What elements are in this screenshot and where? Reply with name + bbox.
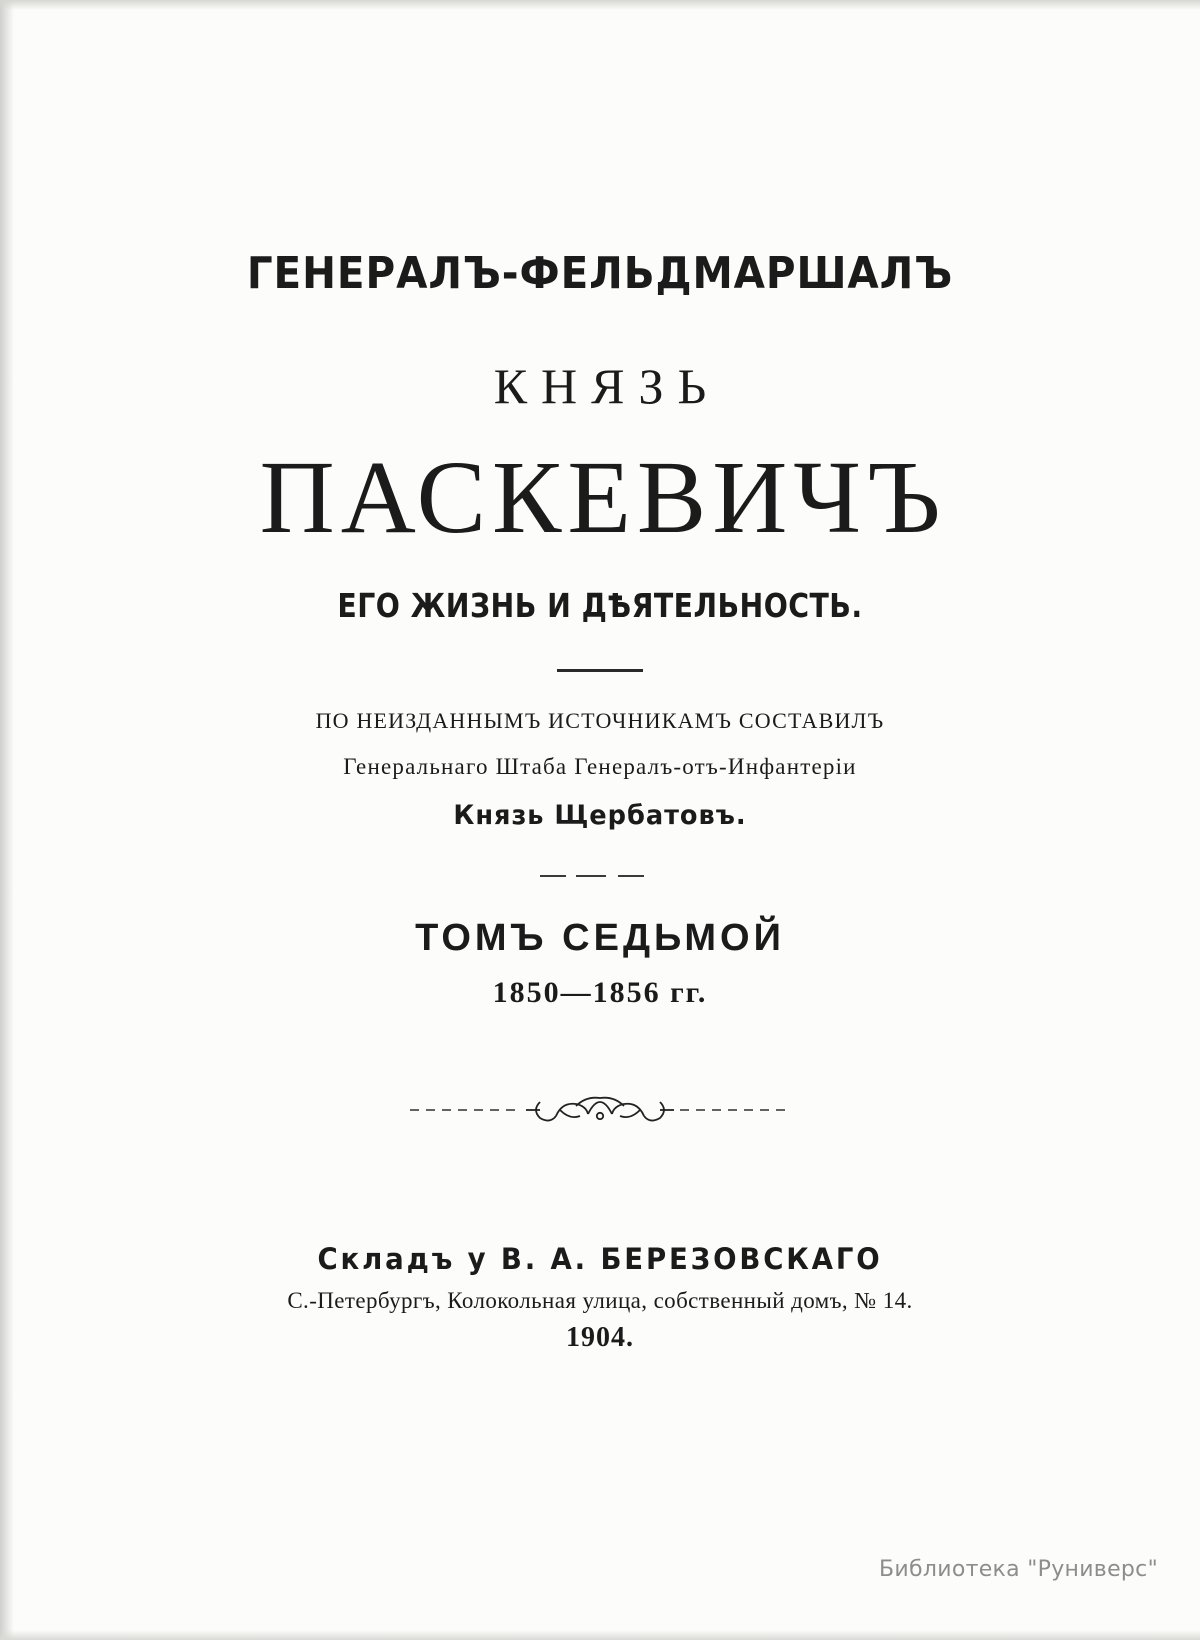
- divider-dashes: [540, 871, 660, 881]
- library-watermark: Библиотека "Руниверс": [879, 1557, 1158, 1582]
- years-range: 1850—1856 гг.: [492, 976, 708, 1010]
- publisher-address: С.-Петербургъ, Колокольная улица, собственный домъ, № 14.: [287, 1288, 913, 1314]
- publisher-name: Складъ у В. А. БЕРЕЗОВСКАГО: [317, 1242, 883, 1277]
- title-line-surname: ПАСКЕВИЧЪ: [259, 440, 947, 555]
- subtitle: ЕГО ЖИЗНЬ И ДѢЯТЕЛЬНОСТЬ.: [337, 586, 863, 626]
- ornament-divider: [0, 1090, 1200, 1130]
- credit-sources: ПО НЕИЗДАННЫМЪ ИСТОЧНИКАМЪ СОСТАВИЛЪ: [315, 708, 885, 734]
- ornament-flourish-icon: [410, 1090, 790, 1130]
- divider-dash-1: [540, 875, 566, 877]
- author-name: Князь Щербатовъ.: [453, 800, 747, 832]
- divider-rule: [557, 669, 643, 672]
- title-line-rank: ГЕНЕРАЛЪ-ФЕЛЬДМАРШАЛЪ: [246, 248, 954, 299]
- divider-dash-3: [618, 875, 644, 877]
- volume-label: ТОМЪ СЕДЬМОЙ: [415, 917, 785, 960]
- divider-dash-2: [576, 875, 606, 877]
- credit-rank: Генеральнаго Штаба Генералъ-отъ-Инфантеріи: [343, 754, 857, 780]
- publication-year: 1904.: [566, 1322, 634, 1354]
- title-line-prince: КНЯЗЬ: [493, 358, 721, 414]
